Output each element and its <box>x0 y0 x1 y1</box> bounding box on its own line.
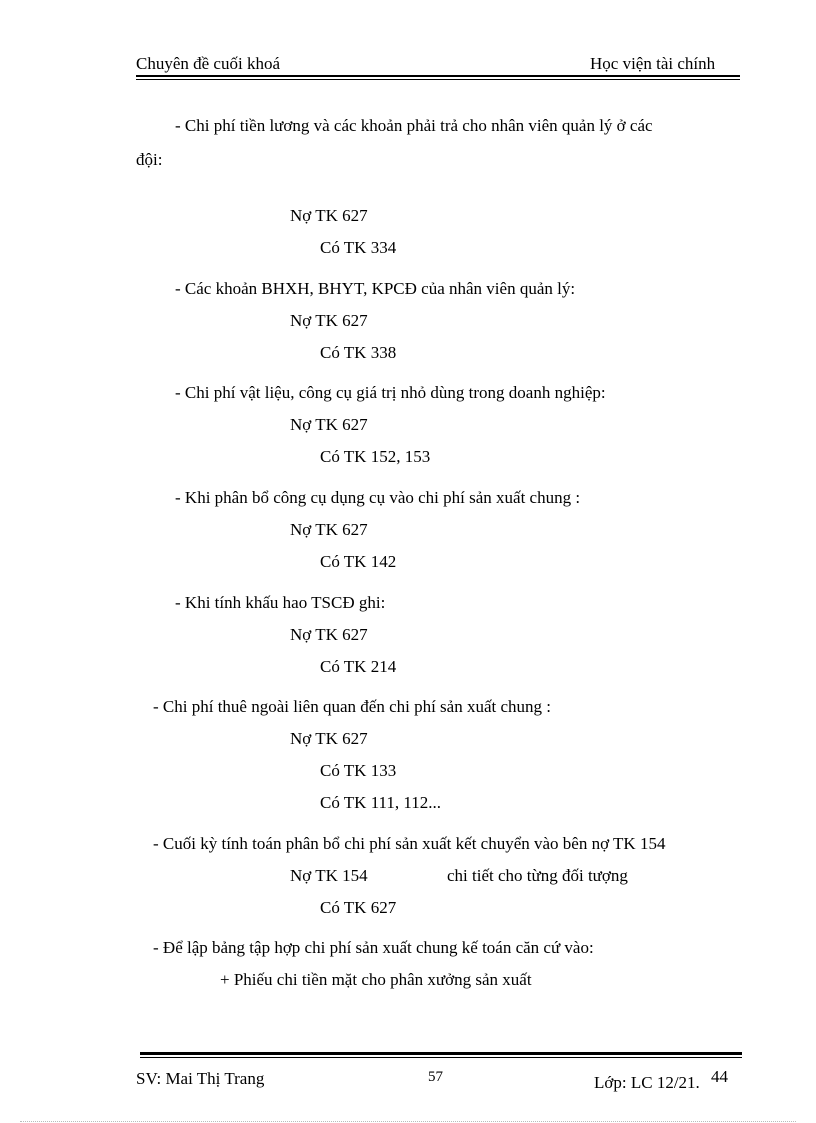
footer-student: SV: Mai Thị Trang <box>136 1069 265 1088</box>
paragraph-8: - Để lập bảng tập hợp chi phí sản xuất chung kế toán căn cứ vào: <box>153 938 594 957</box>
entry-3-debit: Nợ TK 627 <box>290 415 368 434</box>
paragraph-3: - Chi phí vật liệu, công cụ giá trị nhỏ dùng trong doanh nghiệp: <box>175 383 606 402</box>
footer-page-number: 57 <box>428 1069 443 1085</box>
entry-5-credit: Có TK 214 <box>320 657 397 676</box>
entry-3-credit: Có TK 152, 153 <box>320 447 431 466</box>
entry-2-credit: Có TK 338 <box>320 343 397 362</box>
entry-1-credit: Có TK 334 <box>320 238 397 257</box>
entry-7-credit: Có TK 627 <box>320 898 397 917</box>
footer-rule-bottom <box>140 1057 742 1058</box>
page-bottom-dotted-line <box>20 1121 796 1122</box>
paragraph-8-item: + Phiếu chi tiền mặt cho phân xưởng sản xuất <box>220 970 532 989</box>
entry-2-debit: Nợ TK 627 <box>290 311 368 330</box>
entry-7-note: chi tiết cho từng đối tượng <box>447 866 628 885</box>
footer-class: Lớp: LC 12/21. <box>594 1073 700 1092</box>
paragraph-1-line-2: đội: <box>136 150 163 169</box>
footer-class-suffix: 44 <box>711 1067 728 1086</box>
paragraph-2: - Các khoản BHXH, BHYT, KPCĐ của nhân viên quản lý: <box>175 279 576 298</box>
entry-1-debit: Nợ TK 627 <box>290 206 368 225</box>
paragraph-7: - Cuối kỳ tính toán phân bổ chi phí sản xuất kết chuyển vào bên nợ TK 154 <box>153 834 666 853</box>
entry-7-debit: Nợ TK 154 <box>290 866 368 885</box>
header-rule-bottom <box>136 79 740 80</box>
entry-5-debit: Nợ TK 627 <box>290 625 368 644</box>
header-left: Chuyên đề cuối khoá <box>136 54 280 73</box>
entry-4-debit: Nợ TK 627 <box>290 520 368 539</box>
paragraph-4: - Khi phân bổ công cụ dụng cụ vào chi phí sản xuất chung : <box>175 488 581 507</box>
paragraph-6: - Chi phí thuê ngoài liên quan đến chi phí sản xuất chung : <box>153 697 552 716</box>
paragraph-5: - Khi tính khấu hao TSCĐ ghi: <box>175 593 386 612</box>
header-rule-top <box>136 75 740 77</box>
header-right: Học viện tài chính <box>590 54 716 73</box>
paragraph-1-line-1: - Chi phí tiền lương và các khoản phải trả cho nhân viên quản lý ở các <box>175 116 653 135</box>
entry-4-credit: Có TK 142 <box>320 552 397 571</box>
entry-6-credit-1: Có TK 133 <box>320 761 397 780</box>
entry-6-debit: Nợ TK 627 <box>290 729 368 748</box>
footer-rule-top <box>140 1052 742 1055</box>
entry-6-credit-2: Có TK 111, 112... <box>320 793 442 812</box>
